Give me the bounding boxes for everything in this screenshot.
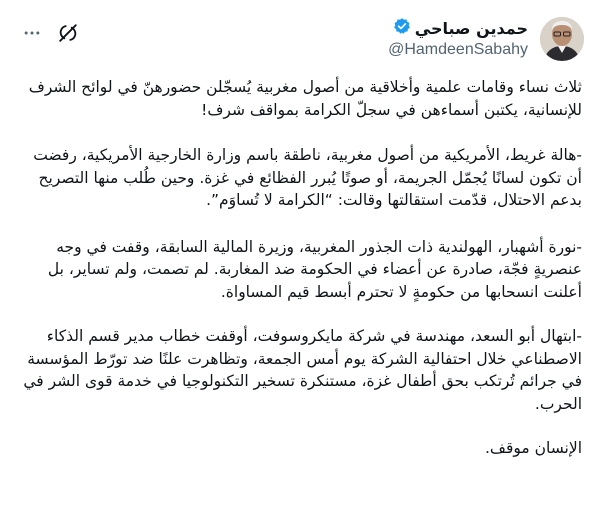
author-name-row <box>388 17 528 39</box>
tweet-paragraph-hala: -هالة غريط، الأمريكية من أصول مغربية، ناطقة باسم وزارة الخارجية الأمريكية، رفضت أن تكون لسانًا يُجمّل الجريمة، أو صوتًا يُبرر الفظائع في غزة. وحين طُلب منها التصريح بدعم الاحتلال، قدّمت استقالتها وقالت: “الكرامة لا تُساوَم”. <box>33 146 582 209</box>
avatar[interactable] <box>540 17 584 61</box>
tweet-header <box>16 17 584 65</box>
avatar-photo <box>540 17 584 61</box>
author-display-name[interactable]: حمدين صباحي <box>414 18 528 38</box>
more-horizontal-icon <box>22 23 42 47</box>
tweet-paragraph-ibtihal: -ابتهال أبو السعد، مهندسة في شركة مايكروسوفت، أوقفت خطاب مدير قسم الذكاء الاصطناعي خلال احتفالية الشركة يوم أمس الجمعة، وتظاهرت علنًا ضد تورّط المؤسسة في جرائم تُرتكب بحق أطفال غزة، مستنكرة تسخير التكنولوجيا في خدمة قوى الشر في الحرب. <box>23 327 582 413</box>
author-identity[interactable] <box>388 17 528 59</box>
verified-badge-icon <box>393 17 411 39</box>
tweet-paragraph-noura: -نورة أشهبار، الهولندية ذات الجذور المغربية، وزيرة المالية السابقة، وقفت في وجه عنصريةٍ فجّة، صادرة عن أعضاء في الحكومة ضد المغاربة. لم تصمت، ولم تساير، بل أعلنت انسحابها من حكومةٍ لا تحترم أبسط قيم المساواة. <box>47 237 582 301</box>
tweet-paragraph-closing: الإنسان موقف. <box>484 439 582 457</box>
grok-icon <box>57 22 79 48</box>
grok-button[interactable] <box>54 21 82 49</box>
more-options-button[interactable] <box>18 21 46 49</box>
tweet-text <box>16 76 582 460</box>
author-handle[interactable]: @HamdeenSabahy <box>388 41 528 58</box>
tweet-paragraph-intro: ثلاث نساء وقامات علمية وأخلاقية من أصول مغربية يُسجّلن حضورهنّ في لوائح الشرف للإنسانية، يكتبن أسماءهن في سجلّ الكرامة بمواقف شرف! <box>28 78 582 119</box>
